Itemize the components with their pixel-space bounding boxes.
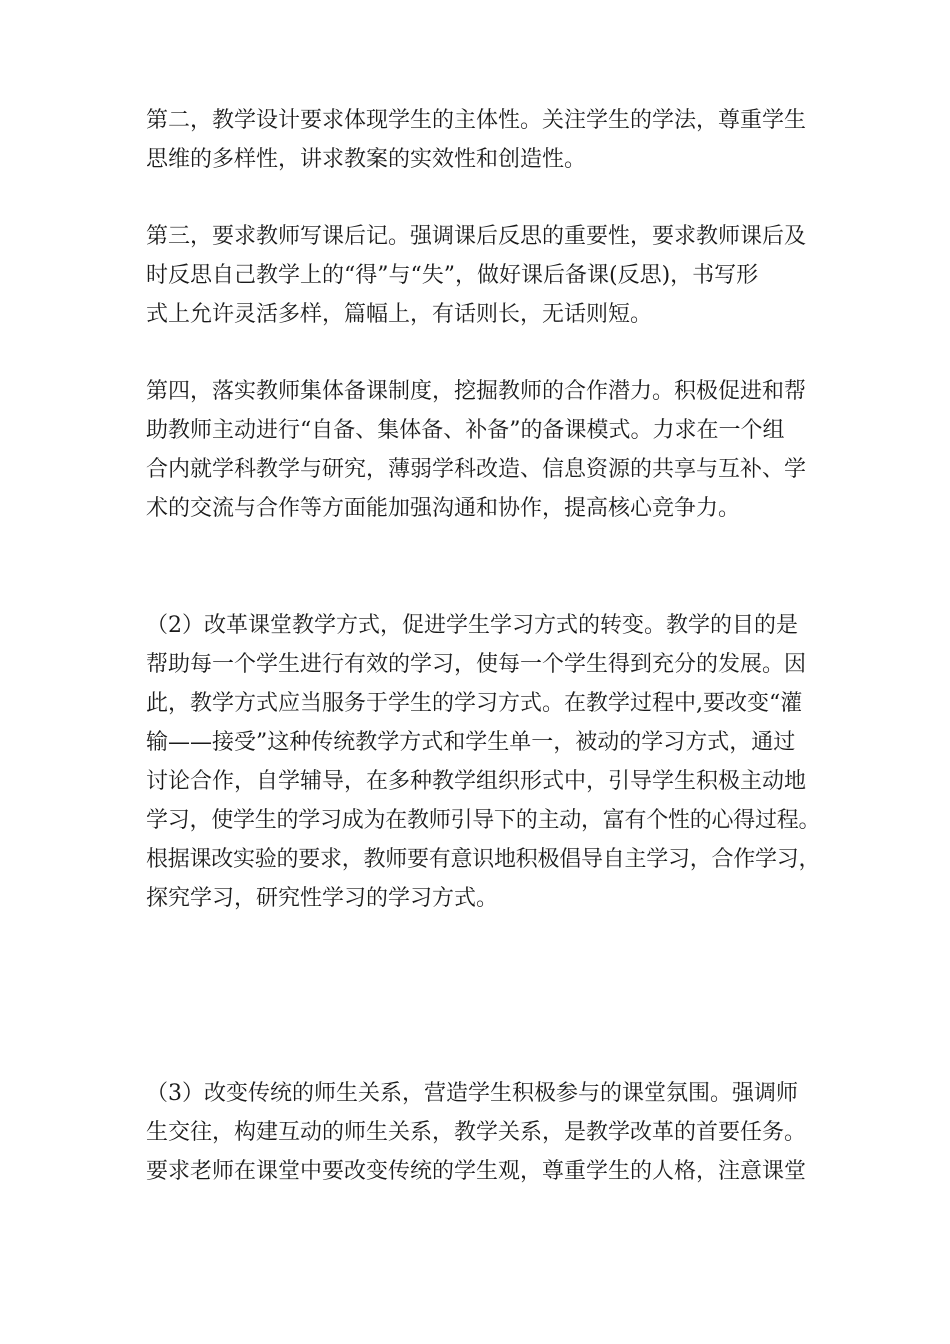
- paragraph-teaching-method-reform: [146, 606, 821, 918]
- text-line: （3）改变传统的师生关系，营造学生积极参与的课堂氛围。强调师: [146, 1081, 798, 1106]
- text-line: （2）改革课堂教学方式，促进学生学习方式的转变。教学的目的是: [146, 613, 798, 638]
- text-line: 时反思自己教学上的“得”与“失”，做好课后备课(反思)，书写形: [146, 263, 759, 288]
- text-line: 生交往，构建互动的师生关系，教学关系，是教学改革的首要任务。: [146, 1120, 807, 1145]
- paragraph-teacher-student-relationship: [146, 1074, 821, 1191]
- text-line: 思维的多样性，讲求教案的实效性和创造性。: [146, 147, 587, 172]
- text-line: 第三，要求教师写课后记。强调课后反思的重要性，要求教师课后及: [146, 224, 807, 249]
- text-line: 术的交流与合作等方面能加强沟通和协作，提高核心竞争力。: [146, 496, 741, 521]
- text-line: 帮助每一个学生进行有效的学习，使每一个学生得到充分的发展。因: [146, 652, 807, 677]
- text-line: 探究学习，研究性学习的学习方式。: [146, 886, 499, 911]
- text-line: 助教师主动进行“自备、集体备、补备”的备课模式。力求在一个组: [146, 418, 785, 443]
- text-line: 讨论合作，自学辅导，在多种教学组织形式中，引导学生积极主动地: [146, 769, 807, 794]
- text-line: 式上允许灵活多样，篇幅上，有话则长，无话则短。: [146, 302, 653, 327]
- text-line: 要求老师在课堂中要改变传统的学生观，尊重学生的人格，注意课堂: [146, 1159, 807, 1184]
- text-line: 此，教学方式应当服务于学生的学习方式。在教学过程中,要改变“灌: [146, 691, 803, 716]
- paragraph-design-subjectivity: [146, 101, 821, 179]
- text-line: 合内就学科教学与研究，薄弱学科改造、信息资源的共享与互补、学: [146, 457, 807, 482]
- text-line: 学习，使学生的学习成为在教师引导下的主动，富有个性的心得过程。: [146, 808, 821, 833]
- text-line: 根据课改实验的要求，教师要有意识地积极倡导自主学习，合作学习，: [146, 847, 821, 872]
- text-line: 第四，落实教师集体备课制度，挖掘教师的合作潜力。积极促进和帮: [146, 379, 807, 404]
- text-line: 第二，教学设计要求体现学生的主体性。关注学生的学法，尊重学生: [146, 108, 807, 133]
- text-line: 输——接受”这种传统教学方式和学生单一，被动的学习方式，通过: [146, 730, 796, 755]
- paragraph-post-class-notes: [146, 217, 821, 334]
- paragraph-collective-lesson-prep: [146, 372, 821, 528]
